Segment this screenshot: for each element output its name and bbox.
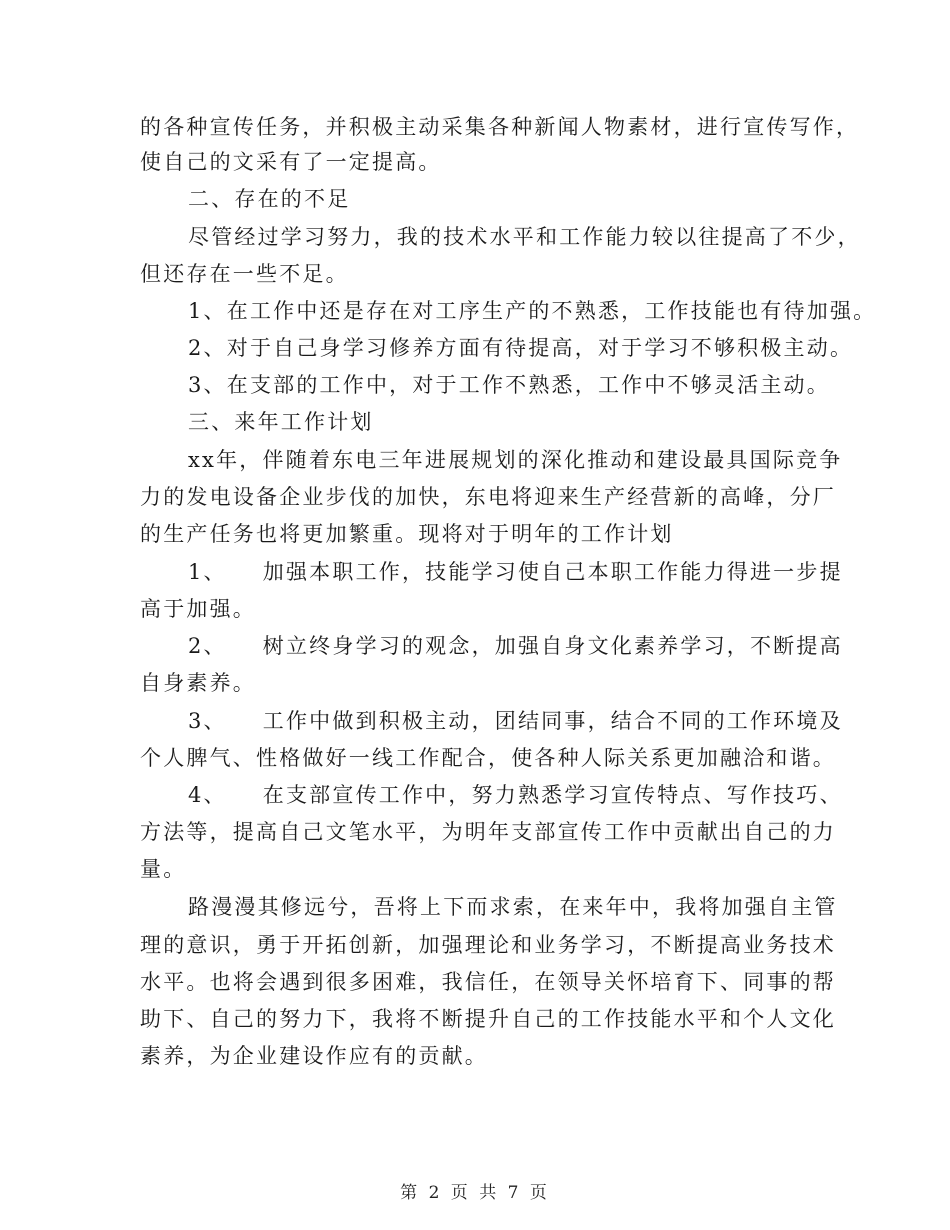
plan-item-number: 3、	[188, 709, 227, 733]
text-line: 个人脾气、性格做好一线工作配合，使各种人际关系更加融洽和谐。	[140, 746, 836, 770]
list-item: 3、在支部的工作中，对于工作不熟悉，工作中不够灵活主动。	[188, 373, 830, 397]
page-number-footer: 第 2 页 共 7 页	[400, 1183, 550, 1203]
section-heading: 三、来年工作计划	[188, 410, 374, 434]
text-line: 高于加强。	[140, 597, 256, 621]
text-line: 水平。也将会遇到很多困难，我信任，在领导关怀培育下、同事的帮	[140, 970, 836, 994]
plan-item	[188, 706, 843, 736]
text-line: 尽管经过学习努力，我的技术水平和工作能力较以往提高了不少，	[188, 225, 861, 249]
plan-item	[188, 780, 843, 810]
text-line: 使自己的文采有了一定提高。	[140, 150, 442, 174]
section-heading: 二、存在的不足	[188, 187, 351, 211]
text-line: 但还存在一些不足。	[140, 262, 349, 286]
text-line: 的各种宣传任务，并积极主动采集各种新闻人物素材，进行宣传写作，	[140, 115, 860, 139]
plan-item-text: 加强本职工作，技能学习使自己本职工作能力得进一步提	[262, 560, 843, 584]
text-line: 力的发电设备企业步伐的加快，东电将迎来生产经营新的高峰，分厂	[140, 485, 836, 509]
text-line: 素养，为企业建设作应有的贡献。	[140, 1044, 488, 1068]
plan-item	[188, 631, 843, 661]
plan-item-text: 工作中做到积极主动，团结同事，结合不同的工作环境及	[262, 709, 843, 733]
text-line: 理的意识，勇于开拓创新，加强理论和业务学习，不断提高业务技术	[140, 933, 836, 957]
plan-item	[188, 557, 843, 587]
plan-item-number: 4、	[188, 783, 227, 807]
text-line: 方法等，提高自己文笔水平，为明年支部宣传工作中贡献出自己的力	[140, 820, 836, 844]
text-line: 助下、自己的努力下，我将不断提升自己的工作技能水平和个人文化	[140, 1007, 836, 1031]
text-line: xx年，伴随着东电三年进展规划的深化推动和建设最具国际竞争	[188, 448, 843, 472]
text-line: 路漫漫其修远兮，吾将上下而求索，在来年中，我将加强自主管	[188, 895, 838, 919]
text-line: 的生产任务也将更加繁重。现将对于明年的工作计划	[140, 522, 674, 546]
text-line: 自身素养。	[140, 671, 256, 695]
text-line: 量。	[140, 857, 187, 881]
plan-item-number: 1、	[188, 560, 227, 584]
plan-item-text: 在支部宣传工作中，努力熟悉学习宣传特点、写作技巧、	[262, 783, 843, 807]
list-item: 1、在工作中还是存在对工序生产的不熟悉，工作技能也有待加强。	[188, 299, 877, 323]
plan-item-number: 2、	[188, 634, 227, 658]
plan-item-text: 树立终身学习的观念，加强自身文化素养学习，不断提高	[262, 634, 843, 658]
list-item: 2、对于自己身学习修养方面有待提高，对于学习不够积极主动。	[188, 336, 854, 360]
